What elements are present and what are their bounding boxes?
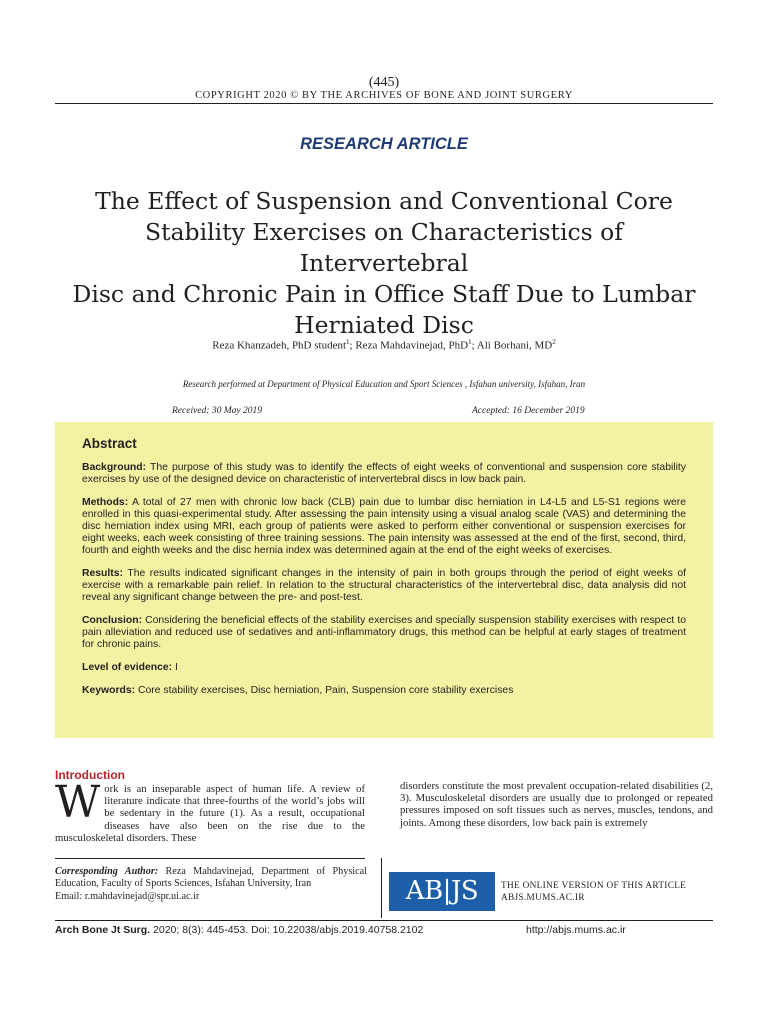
results-label: Results: (82, 568, 123, 579)
background-text: The purpose of this study was to identify the effects of eight weeks of conventional and suspension core stability exercises by use of the designed device on characteristic of intervertebral discs in low back pain. (82, 462, 686, 485)
journal-name: Arch Bone Jt Surg. (55, 924, 151, 936)
author-separator: ; (471, 339, 477, 352)
author-affil-mark: 1 (468, 338, 472, 346)
keywords-label: Keywords: (82, 685, 136, 696)
intro-right-text: disorders constitute the most prevalent occupation-related disabilities (2, 3). Musculoskeletal disorders are usually due to prolonged or repeated pressures imposed on soft tissues such as nerves, muscles, tendons, and joints. Among these disorders, low back pain is extremely (400, 780, 713, 829)
online-version-info (501, 880, 686, 904)
abstract-level (82, 662, 686, 674)
page-number: (445) (368, 75, 400, 90)
affiliation: Research performed at Department of Physical Education and Sport Sciences , Isfahan university, Isfahan, Iran (182, 379, 586, 389)
corresponding-label: Corresponding Author: (55, 866, 159, 877)
intro-left-body: ork is an inseparable aspect of human life. A review of literature indicate that three-fourths of the world’s jobs will be sedentary in the future (1). As a result, occupational diseases have also been on the rise due to the musculoskeletal disorders. These (55, 783, 365, 844)
abstract-background (82, 462, 686, 486)
author-affil-mark: 2 (552, 338, 556, 346)
background-label: Background: (82, 462, 147, 473)
intro-left-column (55, 768, 365, 844)
corresponding-text: Reza Mahdavinejad, Department of Physical Education, Faculty of Sports Sciences, Isfahan University, Iran (55, 866, 368, 890)
citation-text: 2020; 8(3): 445-453. Doi: 10.22038/abjs.2019.40758.2102 (150, 924, 424, 936)
results-text: The results indicated significant changes in the intensity of pain in both groups through the period of eight weeks of exercise with a remarkable pain relief. In relation to the structural characteristics of the intervertebral disc, data analysis did not reveal any significant change between the pre- and post-test. (82, 568, 686, 603)
online-version-url[interactable]: ABJS.MUMS.AC.IR (501, 893, 585, 903)
intro-left-text (55, 777, 365, 844)
author-affil-mark: 1 (346, 338, 350, 346)
drop-cap: W (55, 777, 101, 828)
title-line: Herniated Disc (294, 311, 474, 339)
keywords-text: Core stability exercises, Disc herniation, Pain, Suspension core stability exercises (135, 685, 514, 696)
author-separator: ; (349, 339, 356, 352)
abstract-keywords (82, 685, 686, 697)
corresponding-email: Email: r.mahdavinejad@spr.ui.ac.ir (55, 890, 200, 902)
title-line: The Effect of Suspension and Conventional Core (95, 187, 673, 215)
abstract-box (55, 422, 713, 738)
footer-rule (55, 920, 713, 921)
correspondence-rule (55, 858, 365, 859)
abstract-conclusion (82, 615, 686, 651)
corresponding-author (55, 866, 367, 903)
column-divider (381, 858, 382, 918)
footer-citation (55, 924, 423, 936)
online-version-label: THE ONLINE VERSION OF THIS ARTICLE (501, 881, 687, 891)
methods-label: Methods: (82, 497, 129, 508)
accepted-date: Accepted: 16 December 2019 (472, 406, 585, 416)
level-text: I (172, 662, 178, 673)
copyright-line: COPYRIGHT 2020 © BY THE ARCHIVES OF BONE AND JOINT SURGERY (195, 90, 573, 101)
author-name: Ali Borhani, MD (476, 339, 553, 352)
author-name: Reza Khanzadeh, PhD student (212, 339, 347, 352)
level-label: Level of evidence: (82, 662, 173, 673)
title-line: Disc and Chronic Pain in Office Staff Due to Lumbar (72, 280, 696, 308)
header-rule (55, 103, 713, 104)
article-title (60, 186, 708, 341)
abstract-results (82, 568, 686, 604)
introduction-heading: Introduction (55, 768, 125, 782)
footer-url-link[interactable]: http://abjs.mums.ac.ir (526, 924, 626, 936)
author-list (0, 338, 768, 352)
journal-logo[interactable]: AB|JS (389, 872, 495, 911)
abstract-methods (82, 497, 686, 557)
received-date: Received: 30 May 2019 (172, 406, 262, 416)
methods-text: A total of 27 men with chronic low back (CLB) pain due to lumbar disc herniation in L4-L5 and L5-S1 regions were enrolled in this quasi-experimental study. After assessing the pain intensity using a visual analog scale (VAS) and determining the disc herniation index using MRI, each group of patients were asked to perform either conventional or suspension exercises for eight weeks, each week consisting of three training sessions. The pain intensity was assessed at the end of the first, second, third, fourth and eighth weeks and the disc hernia index was determined again at the end of the eight weeks of exercises. (82, 497, 686, 556)
article-type: RESEARCH ARTICLE (300, 135, 468, 153)
author-name: Reza Mahdavinejad, PhD (355, 339, 469, 352)
title-line: Stability Exercises on Characteristics of Intervertebral (145, 218, 623, 277)
abstract-heading: Abstract (82, 436, 137, 451)
conclusion-label: Conclusion: (82, 615, 143, 626)
conclusion-text: Considering the beneficial effects of the stability exercises and specially suspension stability exercises with respect to pain alleviation and reduced use of sedatives and anti-inflammatory drugs, this method can be helpful at early stages of treatment for chronic pains. (82, 615, 686, 650)
intro-right-column (400, 780, 713, 829)
